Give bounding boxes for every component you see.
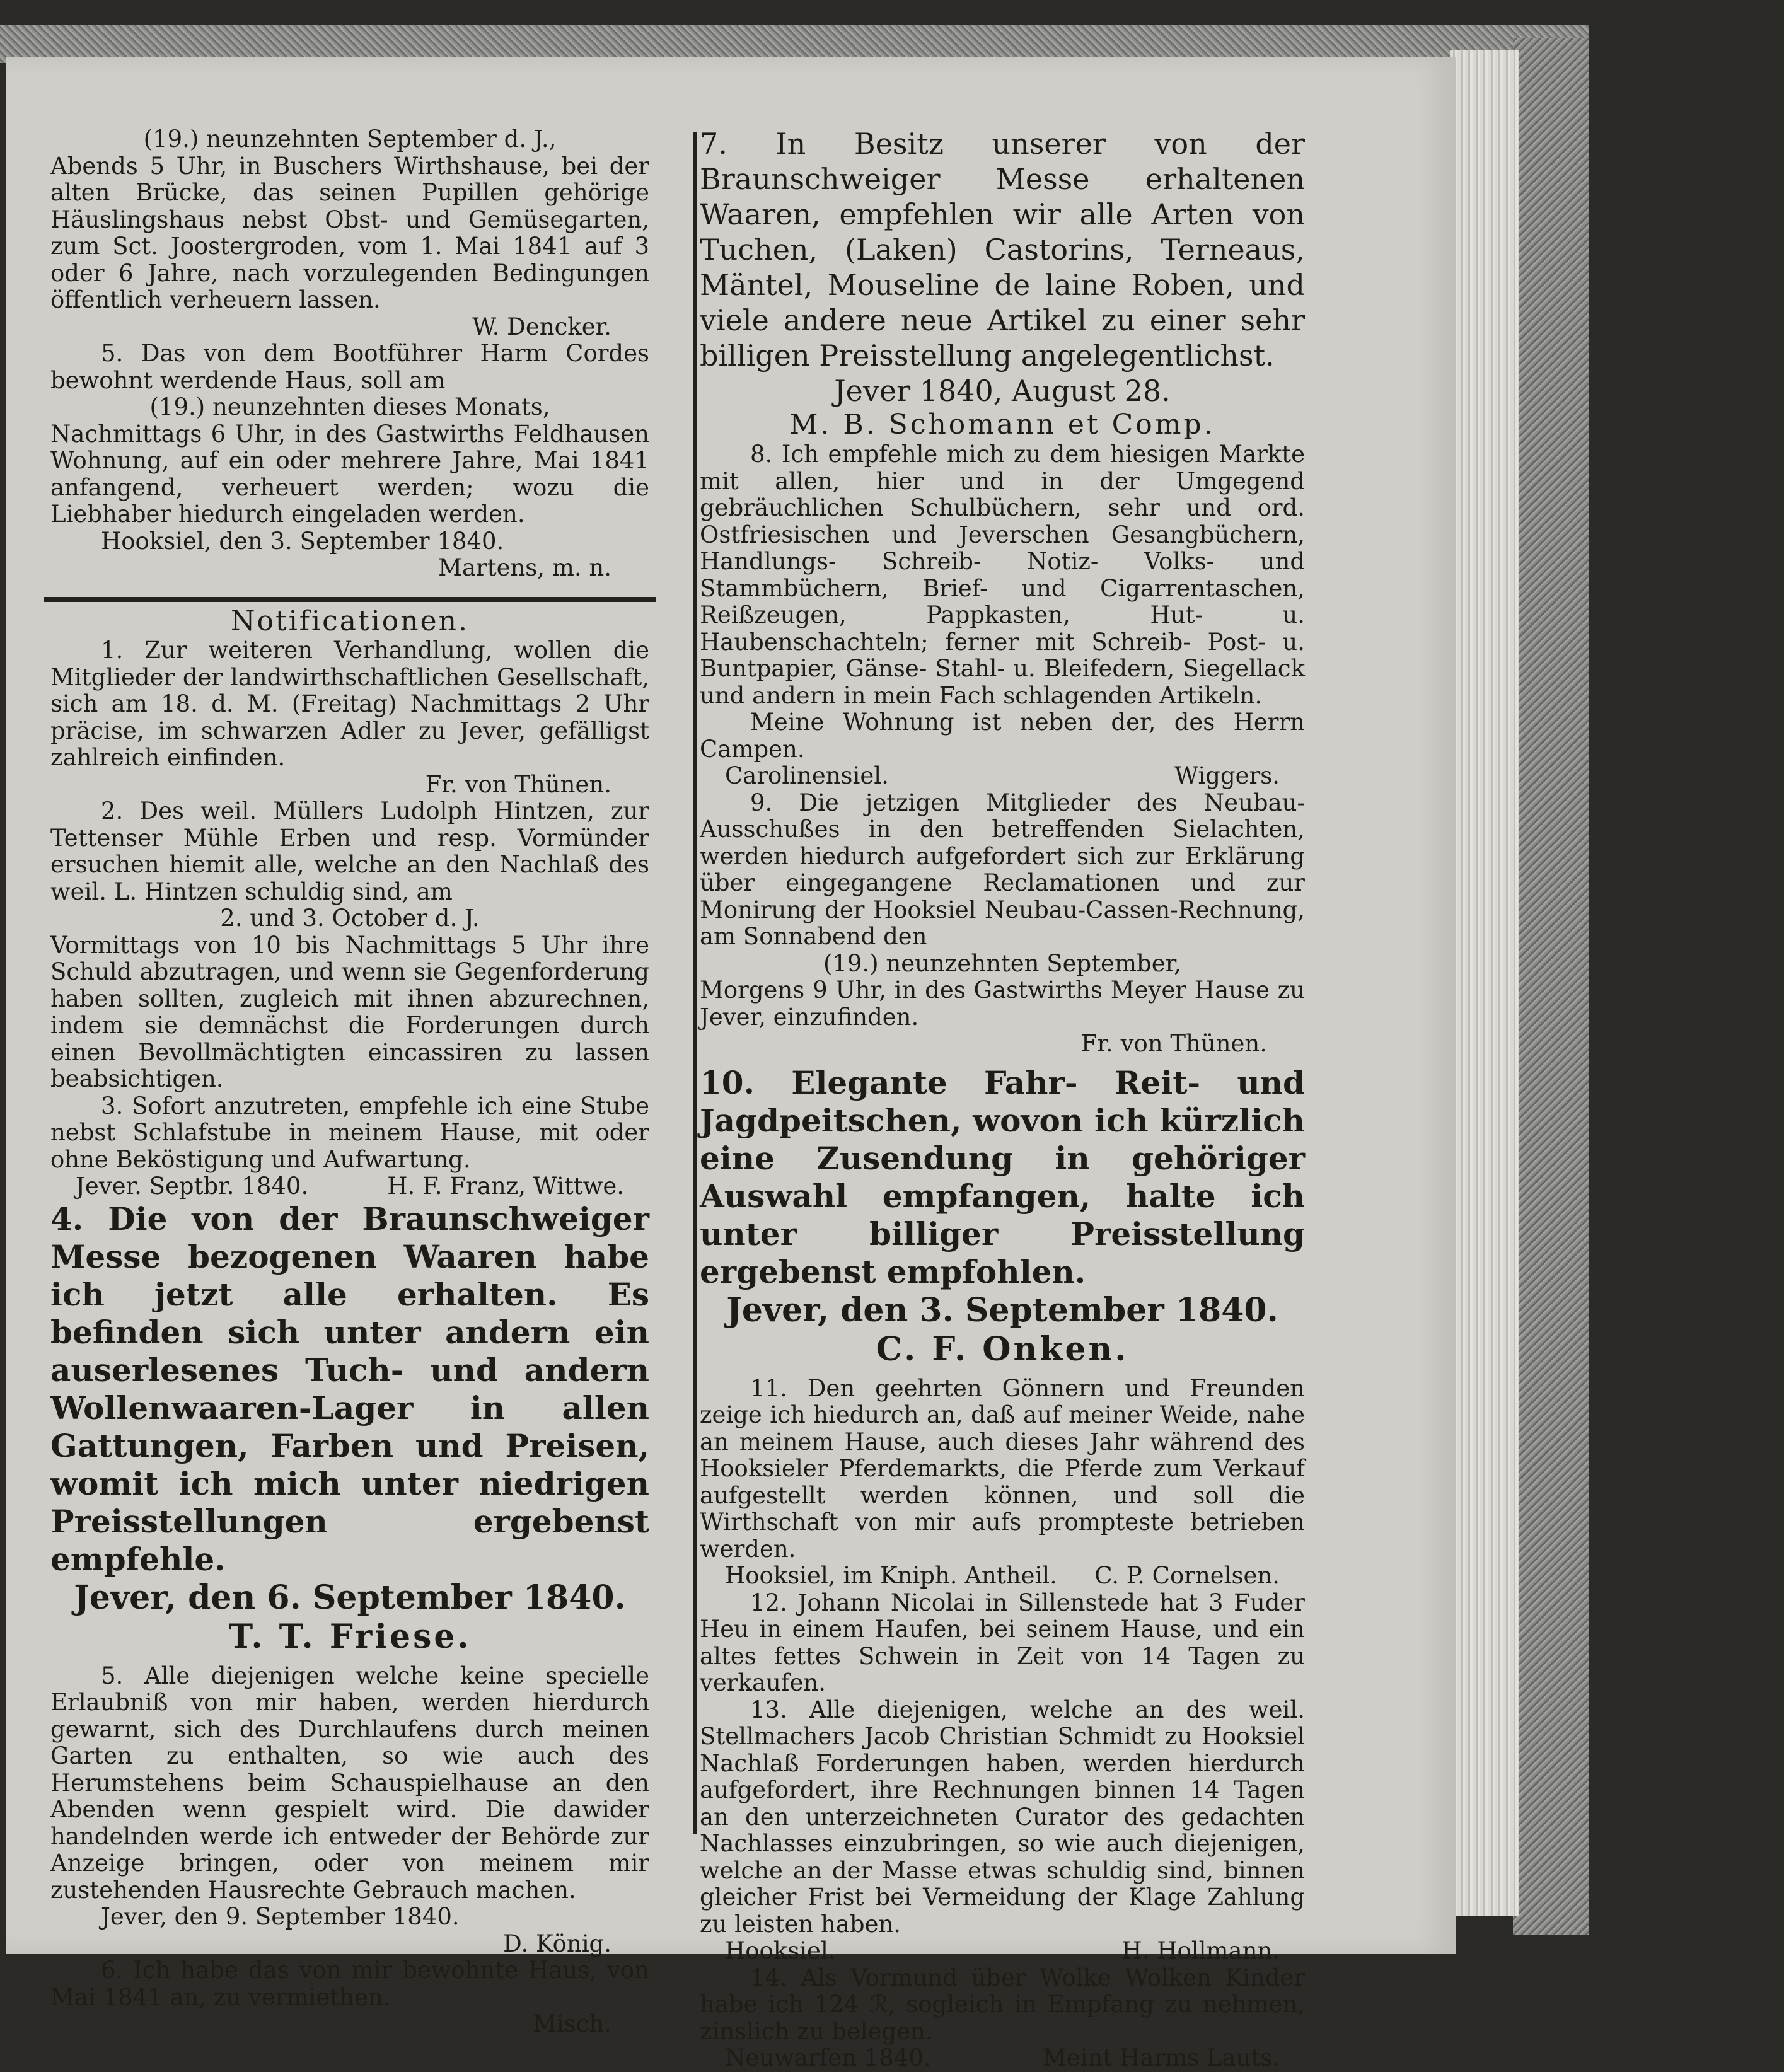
paper-page [6,57,1456,2071]
place-date: Jever 1840, August 28. [834,374,1171,408]
place-date: Neuwarfen 1840. [725,2044,931,2071]
signature: Fr. von Thünen. [425,770,611,798]
signature: Misch. [532,2010,611,2037]
signature: T. T. Friese. [228,1617,472,1656]
place-date: Jever, den 9. September 1840. [101,1903,460,1930]
signature: C. F. Onken. [876,1329,1129,1369]
notice-6: 6. Ich habe das von mir bewohnte Haus, von Mai 1841 an, zu vermiethen. [50,1957,649,2011]
section-divider [44,597,656,602]
notice-2: 2. Des weil. Müllers Ludolph Hintzen, zur Tettenser Mühle Erben und resp. Vormünder ersuchen hiemit alle, welche an den Nachlaß des weil. L. Hintzen schuldig sind, am [50,797,649,905]
notice-3: 3. Sofort anzutreten, empfehle ich eine Stube nebst Schlafstube in meinem Hause, mit oder ohne Beköstigung und Aufwartung. [50,1092,649,1173]
place-signature-row [700,1563,1305,1590]
place-signature-row [700,1938,1305,1965]
notice-5: 5. Alle diejenigen welche keine specielle Erlaubniß von mir haben, werden hierdurch gewarnt, sich des Durchlaufens durch meinen Garten zu enthalten, so wie auch des Herumstehens beim Schauspielhause an den Abenden wenn gespielt wird. Die dawider handelnden werde ich entweder der Behörde zur Anzeige bringen, oder von meinem mir zustehenden Hausrechte Gebrauch machen. [50,1662,649,1904]
section-heading: Notificationen. [231,605,469,637]
place-date: Hooksiel. [725,1937,836,1964]
place-date: Carolinensiel. [725,762,889,789]
signature: W. Dencker. [472,313,611,340]
page-edges [1450,50,1519,1916]
right-column [700,126,1305,2072]
book-cover-right [1513,38,1589,1935]
signature: H. F. Franz, Wittwe. [387,1172,624,1200]
notice-14: 14. Als Vormund über Wolke Wolken Kinder habe ich 124 ℛ, sogleich in Empfang zu nehmen, zinslich zu belegen. [700,1964,1305,2045]
column-divider [693,132,697,1834]
notice-2-cont: Vormittags von 10 bis Nachmittags 5 Uhr ihre Schuld abzutragen, und wenn sie Gegenforderung haben sollten, zugleich mit ihnen abzurechnen, indem sie demnächst die Forderungen durch einen Bevollmächtigten eincassiren zu lassen beabsichtigen. [50,931,649,1092]
signature: M. B. Schomann et Comp. [789,408,1215,441]
place-date: Jever, den 6. September 1840. [74,1578,626,1617]
notice-1: 1. Zur weiteren Verhandlung, wollen die Mitglieder der landwirthschaftlichen Gesellschaft, sich am 18. d. M. (Freitag) Nachmittags 2 Uhr präcise, im schwarzen Adler zu Jever, gefälligst zahlreich einfinden. [50,637,649,771]
notice-13: 13. Alle diejenigen, welche an des weil. Stellmachers Jacob Christian Schmidt zu Hooksiel Nachlaß Forderungen haben, werden hierdurch aufgefordert, ihre Rechnungen binnen 14 Tagen an den unterzeichneten Curator des gedachten Nachlasses einzubringen, so wie auch diejenigen, welche an der Masse etwas schuldig sind, binnen gleicher Frist bei Vermeidung der Klage Zahlung zu leisten haben. [700,1696,1305,1938]
left-column [50,126,649,2038]
signature: H. Hollmann. [1121,1937,1280,1964]
notice-7: 7. In Besitz unserer von der Braunschweiger Messe erhaltenen Waaren, empfehlen wir alle Arten von Tuchen, (Laken) Castorins, Terneaus, Mäntel, Mouseline de laine Roben, und viele andere neue Artikel zu einer sehr billigen Preisstellung angelegentlichst. [700,127,1305,373]
announcement-5-intro: 5. Das von dem Bootführer Harm Cordes bewohnt werdende Haus, soll am [50,340,649,394]
place-date: Jever, den 3. September 1840. [726,1290,1278,1329]
place-signature-row [700,2045,1305,2072]
signature: Meint Harms Lauts. [1043,2044,1280,2071]
place-signature-row [50,1173,649,1200]
notice-10: 10. Elegante Fahr- Reit- und Jagdpeitschen, wovon ich kürzlich eine Zusendung in gehöriger Auswahl empfangen, halte ich unter billiger Preisstellung ergebenst empfohlen. [700,1063,1305,1290]
announcement-text: Abends 5 Uhr, in Buschers Wirthshause, bei der alten Brücke, das seinen Pupillen gehörige Häuslingshaus nebst Obst- und Gemüsegarten, zum Sct. Joostergroden, vom 1. Mai 1841 auf 3 oder 6 Jahre, nach vorzulegenden Bedingungen öffentlich verheuern lassen. [50,152,649,313]
date-line: 2. und 3. October d. J. [220,905,480,932]
notice-8: 8. Ich empfehle mich zu dem hiesigen Markte mit allen, hier und in der Umgegend gebräuchlichen Schulbüchern, sehr und ord. Ostfriesischen und Jeverschen Gesangbüchern, Handlungs- Schreib- Notiz- Volks- und Stammbüchern, Brief- und Cigarrentaschen, Reißzeugen, Pappkasten, Hut- u. Haubenschachteln; ferner mit Schreib- Post- u. Buntpapier, Gänse- Stahl- u. Bleifedern, Siegellack und andern in mein Fach schlagenden Artikeln. [700,441,1305,709]
place-date: Jever. Septbr. 1840. [76,1172,309,1200]
notice-9-cont: Morgens 9 Uhr, in des Gastwirths Meyer Hause zu Jever, einzufinden. [700,976,1305,1031]
place-date: Hooksiel, im Kniph. Antheil. [725,1562,1057,1589]
date-line: (19.) neunzehnten September, [823,949,1181,977]
place-date: Hooksiel, den 3. September 1840. [101,527,504,555]
notice-4: 4. Die von der Braunschweiger Messe bezogenen Waaren habe ich jetzt alle erhalten. Es befinden sich unter andern ein auserlesenes Tuch- und andern Wollenwaaren-Lager in allen Gattungen, Farben und Preisen, womit ich mich unter niedrigen Preisstellungen ergebenst empfehle. [50,1200,649,1578]
signature: D. König. [503,1930,611,1957]
signature: Fr. von Thünen. [1080,1030,1267,1057]
date-line: (19.) neunzehnten September d. J., [143,125,557,153]
announcement-5-text: Nachmittags 6 Uhr, in des Gastwirths Feldhausen Wohnung, auf ein oder mehrere Jahre, Mai 1841 anfangend, verheuert werden; wozu die Liebhaber hiedurch eingeladen werden. [50,420,649,528]
notice-12: 12. Johann Nicolai in Sillenstede hat 3 Fuder Heu in einem Haufen, bei seinem Hause, und ein altes fettes Schwein in Zeit von 14 Tagen zu verkaufen. [700,1589,1305,1696]
notice-8-note: Meine Wohnung ist neben der, des Herrn Campen. [700,709,1305,763]
signature: Wiggers. [1174,762,1280,789]
signature: Martens, m. n. [438,554,611,581]
date-line: (19.) neunzehnten dieses Monats, [149,393,550,420]
notice-11: 11. Den geehrten Gönnern und Freunden zeige ich hiedurch an, daß auf meiner Weide, nahe an meinem Hause, auch dieses Jahr während des Hooksieler Pferdemarkts, die Pferde zum Verkauf aufgestellt werden können, und soll die Wirthschaft von mir aufs prompteste betrieben werden. [700,1374,1305,1563]
place-signature-row [700,763,1305,790]
signature: C. P. Cornelsen. [1094,1562,1280,1589]
notice-9: 9. Die jetzigen Mitglieder des Neubau-Ausschußes in den betreffenden Sielachten, werden hiedurch aufgefordert sich zur Erklärung über eingegangene Reclamationen und zur Monirung der Hooksiel Neubau-Cassen-Rechnung, am Sonnabend den [700,789,1305,950]
